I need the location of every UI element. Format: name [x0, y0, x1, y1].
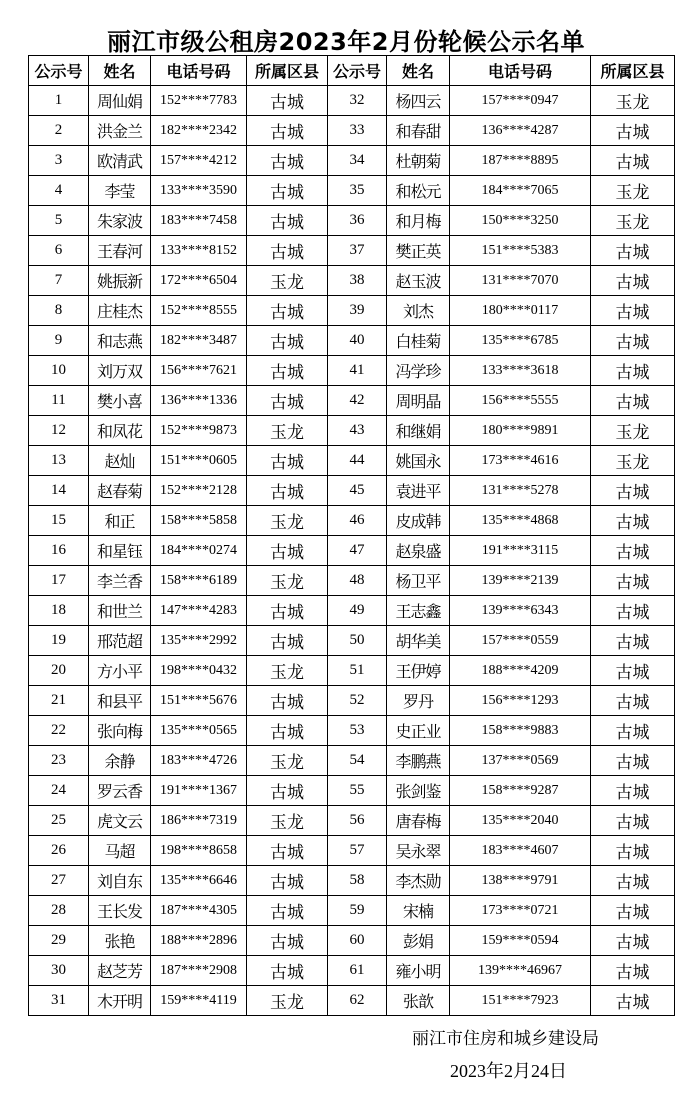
- district: 古城: [591, 986, 675, 1016]
- district: 古城: [591, 506, 675, 536]
- applicant-name: 杨卫平: [387, 566, 450, 596]
- applicant-name: 刘杰: [387, 296, 450, 326]
- phone-number: 156****7621: [151, 356, 247, 386]
- applicant-name: 李鹏燕: [387, 746, 450, 776]
- phone-number: 187****4305: [151, 896, 247, 926]
- table-row: [29, 236, 675, 266]
- table-row: [29, 116, 675, 146]
- applicant-name: 和春甜: [387, 116, 450, 146]
- applicant-name: 唐春梅: [387, 806, 450, 836]
- notice-number: 17: [29, 566, 89, 596]
- applicant-name: 罗云香: [89, 776, 151, 806]
- notice-number: 50: [328, 626, 387, 656]
- district: 古城: [591, 866, 675, 896]
- table-row: [29, 626, 675, 656]
- applicant-name: 和月梅: [387, 206, 450, 236]
- header-phone: 电话号码: [151, 56, 247, 86]
- district: 古城: [247, 326, 328, 356]
- notice-number: 10: [29, 356, 89, 386]
- table-row: [29, 776, 675, 806]
- notice-number: 22: [29, 716, 89, 746]
- phone-number: 139****2139: [450, 566, 591, 596]
- district: 古城: [591, 566, 675, 596]
- phone-number: 188****2896: [151, 926, 247, 956]
- phone-number: 151****5383: [450, 236, 591, 266]
- district: 古城: [247, 86, 328, 116]
- table-row: [29, 146, 675, 176]
- issue-date: 2023年2月24日: [450, 1061, 567, 1081]
- phone-number: 180****0117: [450, 296, 591, 326]
- district: 古城: [247, 866, 328, 896]
- notice-number: 4: [29, 176, 89, 206]
- phone-number: 152****9873: [151, 416, 247, 446]
- district: 古城: [591, 146, 675, 176]
- district: 古城: [591, 236, 675, 266]
- applicant-name: 和松元: [387, 176, 450, 206]
- notice-number: 6: [29, 236, 89, 266]
- district: 玉龙: [247, 746, 328, 776]
- applicant-name: 和正: [89, 506, 151, 536]
- applicant-name: 赵泉盛: [387, 536, 450, 566]
- district: 古城: [247, 596, 328, 626]
- header-district: 所属区县: [247, 56, 328, 86]
- notice-number: 8: [29, 296, 89, 326]
- applicant-name: 赵芝芳: [89, 956, 151, 986]
- notice-number: 41: [328, 356, 387, 386]
- notice-number: 28: [29, 896, 89, 926]
- applicant-name: 赵春菊: [89, 476, 151, 506]
- notice-number: 42: [328, 386, 387, 416]
- district: 古城: [591, 686, 675, 716]
- notice-number: 53: [328, 716, 387, 746]
- notice-number: 45: [328, 476, 387, 506]
- notice-number: 37: [328, 236, 387, 266]
- notice-number: 24: [29, 776, 89, 806]
- district: 玉龙: [247, 416, 328, 446]
- applicant-name: 和继娟: [387, 416, 450, 446]
- district: 古城: [591, 476, 675, 506]
- applicant-name: 和县平: [89, 686, 151, 716]
- header-name: 姓名: [387, 56, 450, 86]
- applicant-name: 王春河: [89, 236, 151, 266]
- phone-number: 187****2908: [151, 956, 247, 986]
- district: 古城: [247, 116, 328, 146]
- phone-number: 198****0432: [151, 656, 247, 686]
- applicant-name: 袁进平: [387, 476, 450, 506]
- notice-number: 13: [29, 446, 89, 476]
- district: 古城: [591, 776, 675, 806]
- notice-number: 14: [29, 476, 89, 506]
- phone-number: 184****0274: [151, 536, 247, 566]
- applicant-name: 虎文云: [89, 806, 151, 836]
- phone-number: 183****7458: [151, 206, 247, 236]
- district: 古城: [591, 746, 675, 776]
- issuer: 丽江市住房和城乡建设局: [412, 1029, 599, 1049]
- applicant-name: 周明晶: [387, 386, 450, 416]
- phone-number: 147****4283: [151, 596, 247, 626]
- district: 古城: [247, 836, 328, 866]
- table-row: [29, 506, 675, 536]
- notice-number: 19: [29, 626, 89, 656]
- phone-number: 158****6189: [151, 566, 247, 596]
- district: 古城: [247, 536, 328, 566]
- page-title: 丽江市级公租房2023年2月份轮候公示名单: [107, 28, 585, 56]
- notice-number: 18: [29, 596, 89, 626]
- applicant-name: 史正业: [387, 716, 450, 746]
- phone-number: 158****9287: [450, 776, 591, 806]
- notice-number: 25: [29, 806, 89, 836]
- notice-number: 26: [29, 836, 89, 866]
- phone-number: 139****6343: [450, 596, 591, 626]
- applicant-name: 吴永翠: [387, 836, 450, 866]
- applicant-name: 张向梅: [89, 716, 151, 746]
- table-row: [29, 386, 675, 416]
- phone-number: 188****4209: [450, 656, 591, 686]
- district: 玉龙: [247, 266, 328, 296]
- table-row: [29, 866, 675, 896]
- applicant-name: 赵玉波: [387, 266, 450, 296]
- district: 玉龙: [591, 86, 675, 116]
- notice-number: 44: [328, 446, 387, 476]
- district: 古城: [247, 716, 328, 746]
- district: 古城: [591, 596, 675, 626]
- district: 古城: [247, 386, 328, 416]
- notice-number: 29: [29, 926, 89, 956]
- waitlist-table: [28, 55, 675, 1016]
- applicant-name: 马超: [89, 836, 151, 866]
- notice-number: 55: [328, 776, 387, 806]
- applicant-name: 罗丹: [387, 686, 450, 716]
- district: 古城: [591, 656, 675, 686]
- notice-number: 61: [328, 956, 387, 986]
- table-row: [29, 476, 675, 506]
- applicant-name: 朱家波: [89, 206, 151, 236]
- table-row: [29, 176, 675, 206]
- phone-number: 182****3487: [151, 326, 247, 356]
- district: 玉龙: [247, 806, 328, 836]
- notice-number: 31: [29, 986, 89, 1016]
- applicant-name: 李杰勋: [387, 866, 450, 896]
- table-row: [29, 446, 675, 476]
- phone-number: 151****7923: [450, 986, 591, 1016]
- applicant-name: 方小平: [89, 656, 151, 686]
- table-row: [29, 566, 675, 596]
- notice-number: 21: [29, 686, 89, 716]
- notice-number: 49: [328, 596, 387, 626]
- notice-number: 58: [328, 866, 387, 896]
- phone-number: 157****4212: [151, 146, 247, 176]
- applicant-name: 宋楠: [387, 896, 450, 926]
- phone-number: 152****2128: [151, 476, 247, 506]
- notice-number: 60: [328, 926, 387, 956]
- notice-number: 51: [328, 656, 387, 686]
- district: 古城: [591, 626, 675, 656]
- applicant-name: 余静: [89, 746, 151, 776]
- applicant-name: 张艳: [89, 926, 151, 956]
- applicant-name: 庄桂杰: [89, 296, 151, 326]
- phone-number: 156****1293: [450, 686, 591, 716]
- district: 古城: [247, 896, 328, 926]
- applicant-name: 和星钰: [89, 536, 151, 566]
- phone-number: 173****0721: [450, 896, 591, 926]
- applicant-name: 周仙娟: [89, 86, 151, 116]
- table-row: [29, 926, 675, 956]
- district: 玉龙: [247, 506, 328, 536]
- district: 古城: [247, 686, 328, 716]
- table-row: [29, 716, 675, 746]
- district: 古城: [247, 776, 328, 806]
- district: 古城: [247, 956, 328, 986]
- notice-number: 47: [328, 536, 387, 566]
- table-row: [29, 836, 675, 866]
- applicant-name: 李兰香: [89, 566, 151, 596]
- table-row: [29, 86, 675, 116]
- applicant-name: 木开明: [89, 986, 151, 1016]
- phone-number: 139****46967: [450, 956, 591, 986]
- notice-number: 30: [29, 956, 89, 986]
- phone-number: 138****9791: [450, 866, 591, 896]
- applicant-name: 和世兰: [89, 596, 151, 626]
- notice-number: 27: [29, 866, 89, 896]
- phone-number: 137****0569: [450, 746, 591, 776]
- phone-number: 198****8658: [151, 836, 247, 866]
- applicant-name: 王长发: [89, 896, 151, 926]
- phone-number: 180****9891: [450, 416, 591, 446]
- notice-number: 12: [29, 416, 89, 446]
- phone-number: 182****2342: [151, 116, 247, 146]
- district: 玉龙: [591, 206, 675, 236]
- phone-number: 151****5676: [151, 686, 247, 716]
- notice-number: 32: [328, 86, 387, 116]
- phone-number: 136****1336: [151, 386, 247, 416]
- applicant-name: 樊小喜: [89, 386, 151, 416]
- applicant-name: 姚振新: [89, 266, 151, 296]
- notice-number: 59: [328, 896, 387, 926]
- applicant-name: 雍小明: [387, 956, 450, 986]
- district: 古城: [591, 806, 675, 836]
- phone-number: 131****7070: [450, 266, 591, 296]
- applicant-name: 刘万双: [89, 356, 151, 386]
- notice-number: 15: [29, 506, 89, 536]
- phone-number: 150****3250: [450, 206, 591, 236]
- phone-number: 184****7065: [450, 176, 591, 206]
- applicant-name: 李莹: [89, 176, 151, 206]
- phone-number: 157****0559: [450, 626, 591, 656]
- phone-number: 159****0594: [450, 926, 591, 956]
- notice-number: 20: [29, 656, 89, 686]
- phone-number: 187****8895: [450, 146, 591, 176]
- applicant-name: 和志燕: [89, 326, 151, 356]
- notice-number: 48: [328, 566, 387, 596]
- district: 古城: [591, 326, 675, 356]
- notice-number: 5: [29, 206, 89, 236]
- notice-number: 57: [328, 836, 387, 866]
- phone-number: 151****0605: [151, 446, 247, 476]
- table-row: [29, 596, 675, 626]
- header-name: 姓名: [89, 56, 151, 86]
- phone-number: 135****4868: [450, 506, 591, 536]
- table-row: [29, 896, 675, 926]
- district: 古城: [247, 176, 328, 206]
- district: 古城: [591, 836, 675, 866]
- phone-number: 152****7783: [151, 86, 247, 116]
- notice-number: 7: [29, 266, 89, 296]
- district: 古城: [247, 626, 328, 656]
- phone-number: 157****0947: [450, 86, 591, 116]
- district: 玉龙: [247, 656, 328, 686]
- phone-number: 152****8555: [151, 296, 247, 326]
- district: 玉龙: [247, 986, 328, 1016]
- applicant-name: 和凤花: [89, 416, 151, 446]
- applicant-name: 刘自东: [89, 866, 151, 896]
- applicant-name: 王伊婷: [387, 656, 450, 686]
- district: 古城: [591, 956, 675, 986]
- phone-number: 191****1367: [151, 776, 247, 806]
- table-row: [29, 536, 675, 566]
- phone-number: 158****9883: [450, 716, 591, 746]
- applicant-name: 王志鑫: [387, 596, 450, 626]
- phone-number: 158****5858: [151, 506, 247, 536]
- district: 古城: [247, 296, 328, 326]
- applicant-name: 赵灿: [89, 446, 151, 476]
- notice-number: 54: [328, 746, 387, 776]
- phone-number: 183****4607: [450, 836, 591, 866]
- notice-number: 36: [328, 206, 387, 236]
- applicant-name: 洪金兰: [89, 116, 151, 146]
- district: 玉龙: [247, 566, 328, 596]
- notice-number: 9: [29, 326, 89, 356]
- notice-number: 34: [328, 146, 387, 176]
- notice-number: 56: [328, 806, 387, 836]
- district: 玉龙: [591, 176, 675, 206]
- notice-number: 33: [328, 116, 387, 146]
- notice-number: 2: [29, 116, 89, 146]
- phone-number: 186****7319: [151, 806, 247, 836]
- table-row: [29, 266, 675, 296]
- table-row: [29, 326, 675, 356]
- header-number: 公示号: [29, 56, 89, 86]
- applicant-name: 白桂菊: [387, 326, 450, 356]
- header-district: 所属区县: [591, 56, 675, 86]
- notice-number: 43: [328, 416, 387, 446]
- applicant-name: 张歆: [387, 986, 450, 1016]
- header-phone: 电话号码: [450, 56, 591, 86]
- notice-number: 1: [29, 86, 89, 116]
- phone-number: 156****5555: [450, 386, 591, 416]
- phone-number: 173****4616: [450, 446, 591, 476]
- phone-number: 191****3115: [450, 536, 591, 566]
- table-row: [29, 356, 675, 386]
- table-row: [29, 986, 675, 1016]
- district: 古城: [591, 716, 675, 746]
- district: 古城: [591, 926, 675, 956]
- notice-number: 39: [328, 296, 387, 326]
- phone-number: 135****2992: [151, 626, 247, 656]
- applicant-name: 冯学珍: [387, 356, 450, 386]
- district: 古城: [247, 446, 328, 476]
- notice-number: 16: [29, 536, 89, 566]
- phone-number: 172****6504: [151, 266, 247, 296]
- applicant-name: 张剑鉴: [387, 776, 450, 806]
- table-row: [29, 416, 675, 446]
- phone-number: 159****4119: [151, 986, 247, 1016]
- table-row: [29, 956, 675, 986]
- notice-number: 46: [328, 506, 387, 536]
- phone-number: 136****4287: [450, 116, 591, 146]
- district: 古城: [247, 206, 328, 236]
- applicant-name: 杨四云: [387, 86, 450, 116]
- applicant-name: 樊正英: [387, 236, 450, 266]
- district: 古城: [591, 296, 675, 326]
- applicant-name: 皮成韩: [387, 506, 450, 536]
- applicant-name: 邢范超: [89, 626, 151, 656]
- district: 古城: [591, 116, 675, 146]
- district: 古城: [591, 386, 675, 416]
- notice-number: 11: [29, 386, 89, 416]
- table-header-row: [29, 56, 675, 86]
- notice-number: 23: [29, 746, 89, 776]
- phone-number: 133****8152: [151, 236, 247, 266]
- phone-number: 135****2040: [450, 806, 591, 836]
- district: 古城: [591, 896, 675, 926]
- table-row: [29, 656, 675, 686]
- phone-number: 135****6646: [151, 866, 247, 896]
- applicant-name: 彭娟: [387, 926, 450, 956]
- notice-number: 3: [29, 146, 89, 176]
- table-row: [29, 206, 675, 236]
- table-row: [29, 296, 675, 326]
- notice-number: 52: [328, 686, 387, 716]
- notice-number: 35: [328, 176, 387, 206]
- phone-number: 183****4726: [151, 746, 247, 776]
- table-row: [29, 746, 675, 776]
- district: 古城: [247, 476, 328, 506]
- notice-number: 38: [328, 266, 387, 296]
- table-row: [29, 686, 675, 716]
- district: 古城: [247, 356, 328, 386]
- phone-number: 135****0565: [151, 716, 247, 746]
- notice-number: 62: [328, 986, 387, 1016]
- district: 古城: [247, 926, 328, 956]
- phone-number: 135****6785: [450, 326, 591, 356]
- district: 玉龙: [591, 416, 675, 446]
- notice-number: 40: [328, 326, 387, 356]
- phone-number: 131****5278: [450, 476, 591, 506]
- header-number: 公示号: [328, 56, 387, 86]
- phone-number: 133****3618: [450, 356, 591, 386]
- applicant-name: 欧清武: [89, 146, 151, 176]
- district: 玉龙: [591, 446, 675, 476]
- district: 古城: [591, 536, 675, 566]
- table-row: [29, 806, 675, 836]
- applicant-name: 杜朝菊: [387, 146, 450, 176]
- applicant-name: 姚国永: [387, 446, 450, 476]
- phone-number: 133****3590: [151, 176, 247, 206]
- district: 古城: [591, 266, 675, 296]
- district: 古城: [247, 236, 328, 266]
- applicant-name: 胡华美: [387, 626, 450, 656]
- district: 古城: [247, 146, 328, 176]
- district: 古城: [591, 356, 675, 386]
